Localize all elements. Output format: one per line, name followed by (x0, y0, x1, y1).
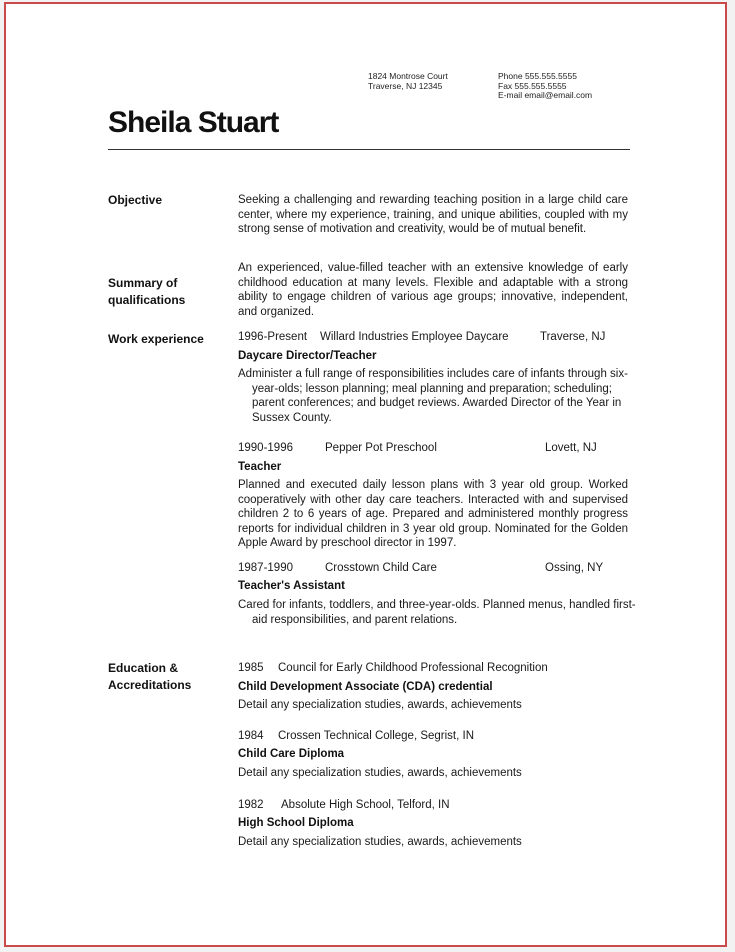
education-2-credential: Child Care Diploma (238, 748, 345, 760)
job-3-description: Cared for infants, toddlers, and three-year-olds. Planned menus, handled first-aid responsibilities, and parent relations. (238, 599, 636, 626)
address-line-2: Traverse, NJ 12345 (368, 80, 443, 91)
objective-text: Seeking a challenging and rewarding teaching position in a large child care center, where my experience, training, and unique abilities, coupled with my strong sense of motivation and creativity, would be of mutual benefit. (238, 194, 628, 235)
job-1-location: Traverse, NJ (540, 331, 606, 343)
contact-info-block (498, 72, 592, 101)
email-address: E-mail email@email.com (498, 90, 593, 100)
education-3-institution: Absolute High School, Telford, IN (281, 799, 450, 811)
fax-number: Fax 555.555.5555 (498, 80, 567, 91)
job-1-description: Administer a full range of responsibilities includes care of infants through six-year-olds; lesson planning; meal planning and preparation; scheduling; parent conferences; and budget reviews. Awarded Director of the Year in Sussex County. (238, 368, 628, 424)
education-2-year: 1984 (238, 730, 264, 742)
work-experience-label: Work experience (108, 332, 204, 346)
summary-label-line-1: Summary of (108, 276, 178, 290)
summary-label-line-2: qualifications (108, 293, 186, 307)
education-label-line-1: Education & (108, 661, 179, 675)
job-2-location: Lovett, NJ (545, 442, 597, 454)
objective-label: Objective (108, 193, 163, 207)
job-2-title: Teacher (238, 461, 282, 473)
resume-page (4, 2, 727, 947)
header-divider (108, 149, 630, 150)
education-3-credential: High School Diploma (238, 817, 354, 829)
job-1-title: Daycare Director/Teacher (238, 350, 377, 362)
job-1-employer: Willard Industries Employee Daycare (320, 331, 509, 343)
education-2-institution: Crossen Technical College, Segrist, IN (278, 730, 475, 742)
education-1-credential: Child Development Associate (CDA) credential (238, 681, 493, 693)
education-1-year: 1985 (238, 662, 264, 674)
education-label-line-2: Accreditations (108, 678, 192, 692)
address-line-1: 1824 Montrose Court (368, 71, 448, 81)
phone-number: Phone 555.555.5555 (498, 71, 577, 81)
summary-text: An experienced, value-filled teacher with an extensive knowledge of early childhood education at many levels. Flexible and adaptable with a strong ability to engage children of various age groups; innovative, independent, and organized. (238, 262, 628, 318)
job-3-location: Ossing, NY (545, 562, 604, 574)
candidate-name: Sheila Stuart (108, 106, 279, 139)
job-1-years: 1996-Present (238, 331, 308, 343)
education-3-year: 1982 (238, 799, 264, 811)
job-3-employer: Crosstown Child Care (325, 562, 437, 574)
job-2-employer: Pepper Pot Preschool (325, 442, 437, 454)
summary-label (108, 275, 228, 309)
education-label (108, 660, 228, 694)
education-2-detail: Detail any specialization studies, awards, achievements (238, 767, 522, 779)
job-2-years: 1990-1996 (238, 442, 293, 454)
education-3-detail: Detail any specialization studies, awards, achievements (238, 836, 522, 848)
address-block (368, 72, 448, 91)
education-1-detail: Detail any specialization studies, awards, achievements (238, 699, 522, 711)
education-1-institution: Council for Early Childhood Professional Recognition (278, 662, 548, 674)
job-3-title: Teacher's Assistant (238, 580, 345, 592)
job-3-years: 1987-1990 (238, 562, 293, 574)
job-2-description: Planned and executed daily lesson plans with 3 year old group. Worked cooperatively with other day care teachers. Interacted with and supervised children 2 to 6 years of age. Prepared and administered monthly progress reports for individual children in 3 year old group. Nominated for the Golden Apple Award by preschool director in 1997. (238, 479, 628, 549)
